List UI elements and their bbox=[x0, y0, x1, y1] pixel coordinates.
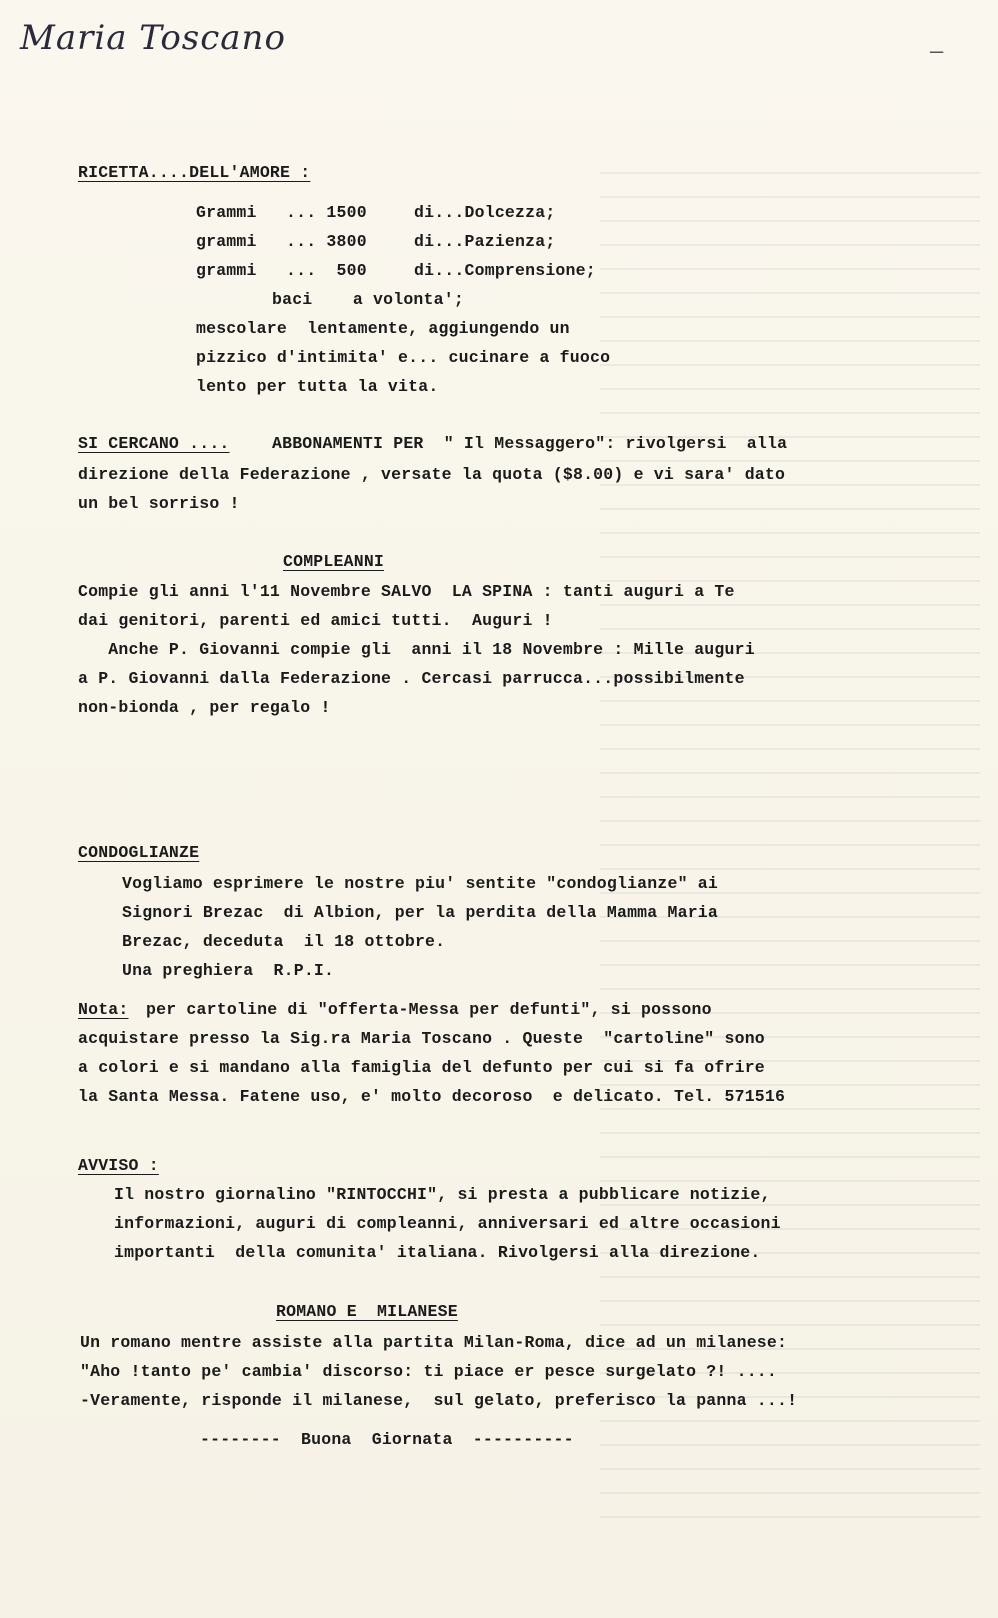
condoglianze-title: CONDOGLIANZE bbox=[78, 843, 200, 862]
ricetta-line: lento per tutta la vita. bbox=[196, 377, 439, 396]
ricetta-ingredient: di...Pazienza; bbox=[414, 232, 556, 251]
avviso-line: importanti della comunita' italiana. Rivolgersi alla direzione. bbox=[114, 1243, 761, 1262]
compleanni-line: Anche P. Giovanni compie gli anni il 18 Novembre : Mille auguri bbox=[78, 640, 755, 659]
avviso-line: Il nostro giornalino "RINTOCCHI", si presta a pubblicare notizie, bbox=[114, 1185, 771, 1204]
avviso-title: AVVISO : bbox=[78, 1156, 159, 1175]
compleanni-line: non-bionda , per regalo ! bbox=[78, 698, 331, 717]
ricetta-line: pizzico d'intimita' e... cucinare a fuoco bbox=[196, 348, 611, 367]
ricetta-unit: Grammi bbox=[196, 203, 257, 222]
condoglianze-line: Brezac, deceduta il 18 ottobre. bbox=[122, 932, 446, 951]
ricetta-amount: ... 3800 bbox=[286, 232, 367, 251]
ricetta-line: baci a volonta'; bbox=[272, 290, 464, 309]
si-cercano-title: SI CERCANO .... bbox=[78, 434, 230, 453]
condoglianze-line: Una preghiera R.P.I. bbox=[122, 961, 335, 980]
nota-label: Nota: bbox=[78, 1000, 129, 1019]
compleanni-line: a P. Giovanni dalla Federazione . Cercasi parrucca...possibilmente bbox=[78, 669, 745, 688]
closing-line: -------- Buona Giornata ---------- bbox=[200, 1430, 574, 1449]
romano-title: ROMANO E MILANESE bbox=[276, 1302, 458, 1321]
nota-line: a colori e si mandano alla famiglia del defunto per cui si fa ofrire bbox=[78, 1058, 765, 1077]
si-cercano-line: un bel sorriso ! bbox=[78, 494, 240, 513]
ricetta-unit: grammi bbox=[196, 261, 257, 280]
compleanni-line: Compie gli anni l'11 Novembre SALVO LA SPINA : tanti auguri a Te bbox=[78, 582, 735, 601]
handwritten-signature: Maria Toscano bbox=[20, 18, 286, 58]
ricetta-unit: grammi bbox=[196, 232, 257, 251]
ricetta-amount: ... 500 bbox=[286, 261, 367, 280]
si-cercano-line: ABBONAMENTI PER " Il Messaggero": rivolgersi alla bbox=[272, 434, 788, 453]
romano-line: -Veramente, risponde il milanese, sul gelato, preferisco la panna ...! bbox=[80, 1391, 798, 1410]
si-cercano-line: direzione della Federazione , versate la quota ($8.00) e vi sara' dato bbox=[78, 465, 786, 484]
nota-line: la Santa Messa. Fatene uso, e' molto decoroso e delicato. Tel. 571516 bbox=[78, 1087, 786, 1106]
bleed-through-texture bbox=[600, 150, 980, 1530]
ricetta-ingredient: di...Comprensione; bbox=[414, 261, 596, 280]
compleanni-line: dai genitori, parenti ed amici tutti. Auguri ! bbox=[78, 611, 553, 630]
nota-line: per cartoline di "offerta-Messa per defunti", si possono bbox=[146, 1000, 712, 1019]
avviso-line: informazioni, auguri di compleanni, anniversari ed altre occasioni bbox=[114, 1214, 781, 1233]
nota-line: acquistare presso la Sig.ra Maria Toscano . Queste "cartoline" sono bbox=[78, 1029, 765, 1048]
romano-line: "Aho !tanto pe' cambia' discorso: ti piace er pesce surgelato ?! .... bbox=[80, 1362, 778, 1381]
condoglianze-line: Signori Brezac di Albion, per la perdita della Mamma Maria bbox=[122, 903, 718, 922]
romano-line: Un romano mentre assiste alla partita Milan-Roma, dice ad un milanese: bbox=[80, 1333, 788, 1352]
edge-mark: — bbox=[930, 40, 944, 65]
condoglianze-line: Vogliamo esprimere le nostre piu' sentite "condoglianze" ai bbox=[122, 874, 718, 893]
ricetta-amount: ... 1500 bbox=[286, 203, 367, 222]
ricetta-line: mescolare lentamente, aggiungendo un bbox=[196, 319, 570, 338]
ricetta-title: RICETTA....DELL'AMORE : bbox=[78, 163, 311, 182]
ricetta-ingredient: di...Dolcezza; bbox=[414, 203, 556, 222]
compleanni-title: COMPLEANNI bbox=[283, 552, 385, 571]
